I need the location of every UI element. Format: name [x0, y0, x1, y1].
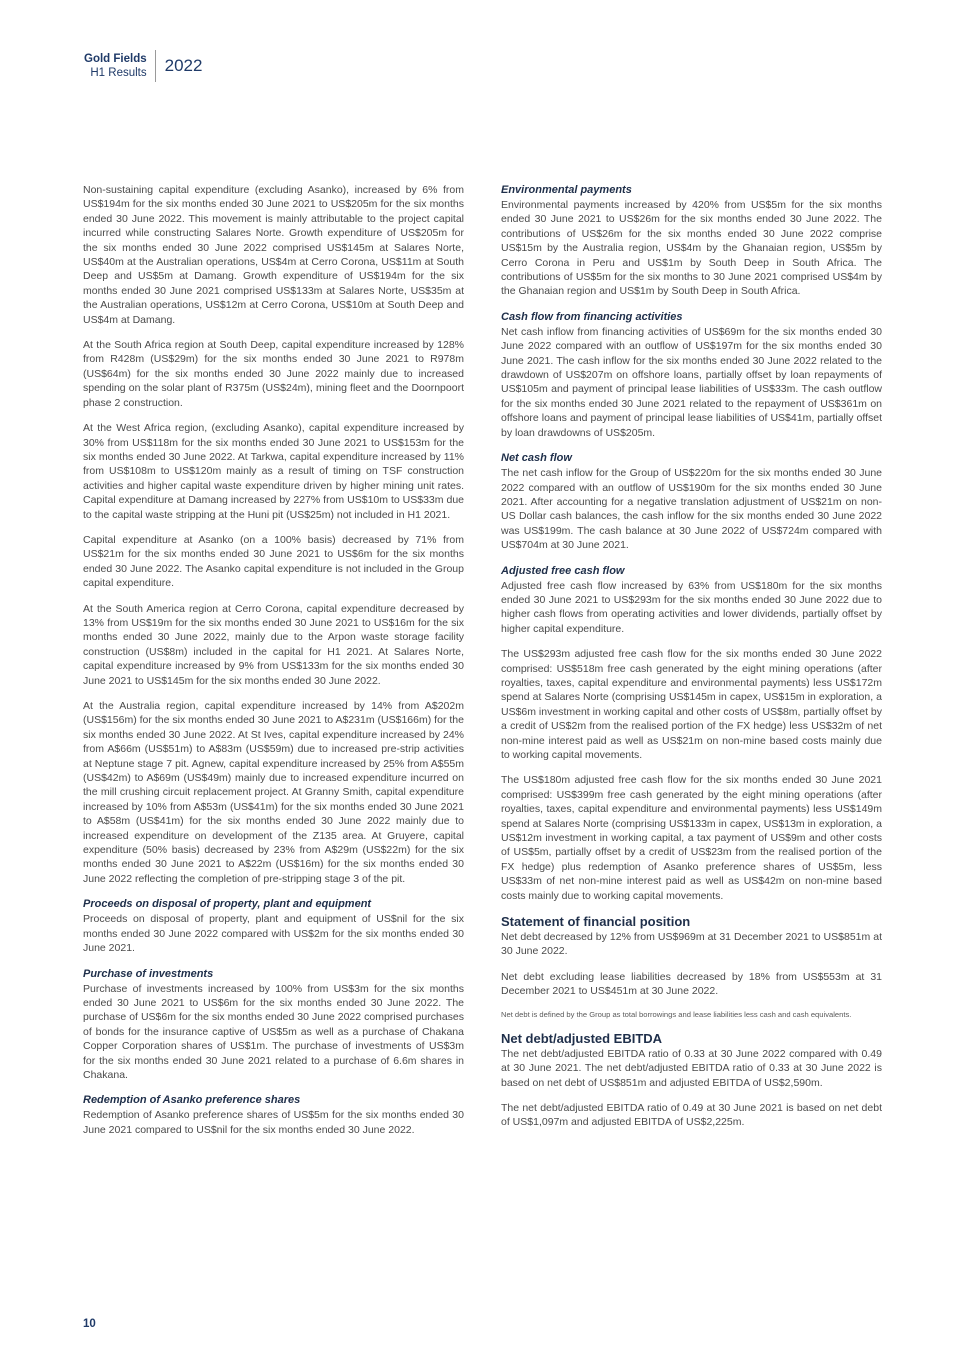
paragraph-proceeds-disposal: Proceeds on disposal of property, plant and equipment of US$nil for the six months ended 30 June 2022 compared with US$2m for the six months ended 30 June 2021.	[83, 913, 464, 955]
paragraph-asanko-redemption: Redemption of Asanko preference shares of US$5m for the six months ended 30 June 2021 compared to US$nil for the six months ended 30 June 2022.	[83, 1109, 464, 1136]
paragraph-net-cash-flow: The net cash inflow for the Group of US$220m for the six months ended 30 June 2022 compared with an outflow of US$190m for the six months ended 30 June 2021. After accounting for a negative translation adjustment of US$21m on non-US Dollar cash balances, the cash inflow for the six months ended 30 June 2022 was US$199m. The cash balance at 30 June 2022 of US$724m compared with US$704m at 30 June 2021.	[501, 467, 882, 552]
paragraph-ebitda-2022: The net debt/adjusted EBITDA ratio of 0.33 at 30 June 2022 compared with 0.49 at 30 June 2021. The net debt/adjusted EBITDA ratio of 0.33 at 30 June 2022 is based on net debt of US$851m and adjusted EBITDA of US$2,590m.	[501, 1047, 882, 1089]
paragraph-asanko-capex: Capital expenditure at Asanko (on a 100% basis) decreased by 71% from US$21m for the six months ended 30 June 2021 to US$6m for the six months ended 30 June 2022. The Asanko capital expenditure is not included in the Group capital expenditure.	[83, 533, 464, 590]
heading-adjusted-free-cash-flow: Adjusted free cash flow	[501, 564, 625, 577]
heading-proceeds-disposal: Proceeds on disposal of property, plant and equipment	[83, 898, 372, 911]
paragraph-net-debt-excl-lease: Net debt excluding lease liabilities decreased by 18% from US$553m at 31 December 2021 to US$451m at 30 June 2022.	[501, 970, 882, 998]
paragraph-environmental-payments: Environmental payments increased by 420% from US$5m for the six months ended 30 June 2021 to US$26m for the six months ended 30 June 2022. The contributions of US$26m for the six months ended 30 June 2022 comprise US$15m by the Australia region, US$4m by the Ghanaian region, US$5m by Cerro Corona in Peru and US$1m by South Deep in South Africa. The contributions of US$5m for the six months to 30 June 2021 comprised US$4m by the Ghanaian region and US$1m by South Deep in South Africa.	[501, 199, 882, 298]
paragraph-australia-capex: At the Australia region, capital expenditure increased by 14% from A$202m (US$156m) for the six months ended 30 June 2021 to A$231m (US$166m) for the six months ended 30 June 2022. At St Ives, capital expenditure increased by 24% from A$66m (US$51m) to A$83m (US$59m) due to increased pre-strip activities at Neptune stage 7 pit. Agnew, capital expenditure increased by 25% from A$55m (US$42m) to A$69m (US$49m) mainly due to increased expenditure incurred on the mill crushing circuit replacement project. At Granny Smith, capital expenditure increased by 10% from A$53m (US$41m) for the six months ended 30 June 2021 to A$58m (US$41m) for the six months ended 30 June 2022 mainly due to increased expenditure on development of the Z135 area. At Gruyere, capital expenditure (50% basis) decreased by 23% from A$29m (US$22m) for the six months ended 30 June 2021 to A$22m (US$16m) for the six months ended 30 June 2022 reflecting the completion of pre-stripping stage 3 of the pit.	[83, 700, 464, 885]
left-column	[83, 183, 464, 1148]
page-number: 10	[83, 1318, 96, 1330]
paragraph-afcf-2021: The US$180m adjusted free cash flow for the six months ended 30 June 2021 comprised: US$399m free cash generated by the eight mining operations (after royalties, taxes, capital expenditure and environmental payments) less US$149m spend at Salares Norte (comprising US$133m in capex, US$13m in exploration, a US$12m investment in working capital, a tax payment of US$9m and other costs of US$5m, partially offset by a credit of US$23m from the realised portion of the FX hedge) plus redemption of Asanko preference shares of US$5m, less US$33m of net non-mine interest paid as well as US$42m on non-mine based costs mainly due to working capital movements.	[501, 774, 882, 902]
paragraph-ebitda-2021: The net debt/adjusted EBITDA ratio of 0.49 at 30 June 2021 is based on net debt of US$1,097m and adjusted EBITDA of US$2,225m.	[501, 1101, 882, 1129]
brand-block	[84, 52, 147, 80]
paragraph-net-debt: Net debt decreased by 12% from US$969m at 31 December 2021 to US$851m at 30 June 2022.	[501, 931, 882, 958]
heading-net-debt-ebitda: Net debt/adjusted EBITDA	[501, 1030, 663, 1046]
paragraph-south-africa-capex: At the South Africa region at South Deep, capital expenditure increased by 128% from R428m (US$29m) for the six months ended 30 June 2021 to R978m (US$64m) for the six months ended 30 June 2022 mainly due to increased spending on the solar plant of R375m (US$24m), mining fleet and the Doornpoort phase 2 construction.	[83, 339, 464, 409]
heading-asanko-redemption: Redemption of Asanko preference shares	[83, 1094, 301, 1107]
paragraph-west-africa-capex: At the West Africa region, (excluding Asanko), capital expenditure increased by 30% from US$118m for the six months ended 30 June 2021 to US$153m for the six months ended 30 June 2022. At Tarkwa, capital expenditure increased by 11% from US$108m to US$120m mainly as a result of timing on TSF construction activities and higher capital waste expenditure driven by higher mining unit rates. Capital expenditure at Damang increased by 227% from US$10m to US$33m due to the capital waste stripping at the Huni pit (US$25m) not included in H1 2021.	[83, 422, 464, 521]
heading-financing-activities: Cash flow from financing activities	[501, 310, 683, 323]
header-divider	[155, 50, 156, 82]
paragraph-purchase-investments: Purchase of investments increased by 100% from US$3m for the six months ended 30 June 2021 to US$6m for the six months ended 30 June 2022. The purchase of US$6m for the six months ended 30 June 2022 comprised purchases of bonds for the insurance captive of US$5m as well as a purchase of Chakana Copper Corporation shares of US$1m. The purchase of investments of US$3m for the six months ended 30 June 2021 related to a purchase of 6.6m shares in Chakana.	[83, 982, 464, 1081]
paragraph-south-america-capex: At the South America region at Cerro Corona, capital expenditure decreased by 13% from US$19m for the six months ended 30 June 2021 to US$16m for the six months ended 30 June 2022, mainly due to the Arpon waste storage facility construction (US$8m) included in the capital for H1 2021. At Salares Norte, capital expenditure increased by 9% from US$133m for the six months ended 30 June 2021 to US$145m for the six months ended 30 June 2022.	[83, 602, 464, 687]
page-header	[84, 50, 202, 82]
heading-financial-position: Statement of financial position	[501, 914, 691, 930]
net-debt-definition-note: Net debt is defined by the Group as total borrowings and lease liabilities less cash and cash equivalents.	[501, 1009, 852, 1019]
report-year: 2022	[164, 56, 203, 75]
paragraph-afcf-summary: Adjusted free cash flow increased by 63% from US$180m for the six months ended 30 June 2021 to US$293m for the six months ended 30 June 2022 due to higher cash flows from operating activities and lower dividends, partially offset by higher capital expenditure.	[501, 579, 882, 635]
report-name: H1 Results	[90, 67, 147, 79]
company-name: Gold Fields	[84, 53, 147, 65]
paragraph-financing-activities: Net cash inflow from financing activities of US$69m for the six months ended 30 June 2022 compared with an outflow of US$197m for the six months ended 30 June 2021. The cash inflow for the six months ended 30 June 2022 related to the drawdown of US$207m on offshore loans, partially offset by loan repayments of US$105m and payment of principal lease liabilities of US$33m. The cash outflow for the six months ended 30 June 2021 related to the repayment of US$361m on offshore loans and payment of principal lease liabilities of US$41m, partially offset by loan drawdowns of US$205m.	[501, 325, 882, 439]
heading-net-cash-flow: Net cash flow	[501, 452, 572, 465]
paragraph-non-sustaining-capex: Non-sustaining capital expenditure (excluding Asanko), increased by 6% from US$194m for the six months ended 30 June 2021 to US$205m for the six months ended 30 June 2022. This movement is mainly attributable to the project capital incurred while constructing Salares Norte. Growth expenditure of US$205m for the six months ended 30 June 2022 comprised US$145m at Salares Norte, US$40m at the Australian operations, US$4m at Cerro Corona, US$11m at South Deep and US$5m at Damang. Growth expenditure of US$194m for the six months ended 30 June 2021 comprised US$133m at Salares Norte, US$35m at the Australian operations, US$12m at Cerro Corona, US$10m at South Deep and US$4m at Damang.	[83, 184, 464, 326]
paragraph-afcf-2022: The US$293m adjusted free cash flow for the six months ended 30 June 2022 comprised: US$518m free cash generated by the eight mining operations (after royalties, taxes, capital expenditure and environmental payments) less US$172m spend at Salares Norte (comprising US$145m in capex, US$15m in exploration, a US$6m investment in working capital and other costs of US$8m, partially offset by a credit of US$2m from the realised portion of the FX hedge) less US$32m of net non-mine interest paid as well as US$21m on non-mine based costs mainly due to working capital movements.	[501, 648, 882, 761]
heading-environmental-payments: Environmental payments	[501, 184, 632, 196]
right-column	[501, 183, 882, 1141]
heading-purchase-investments: Purchase of investments	[83, 967, 214, 980]
